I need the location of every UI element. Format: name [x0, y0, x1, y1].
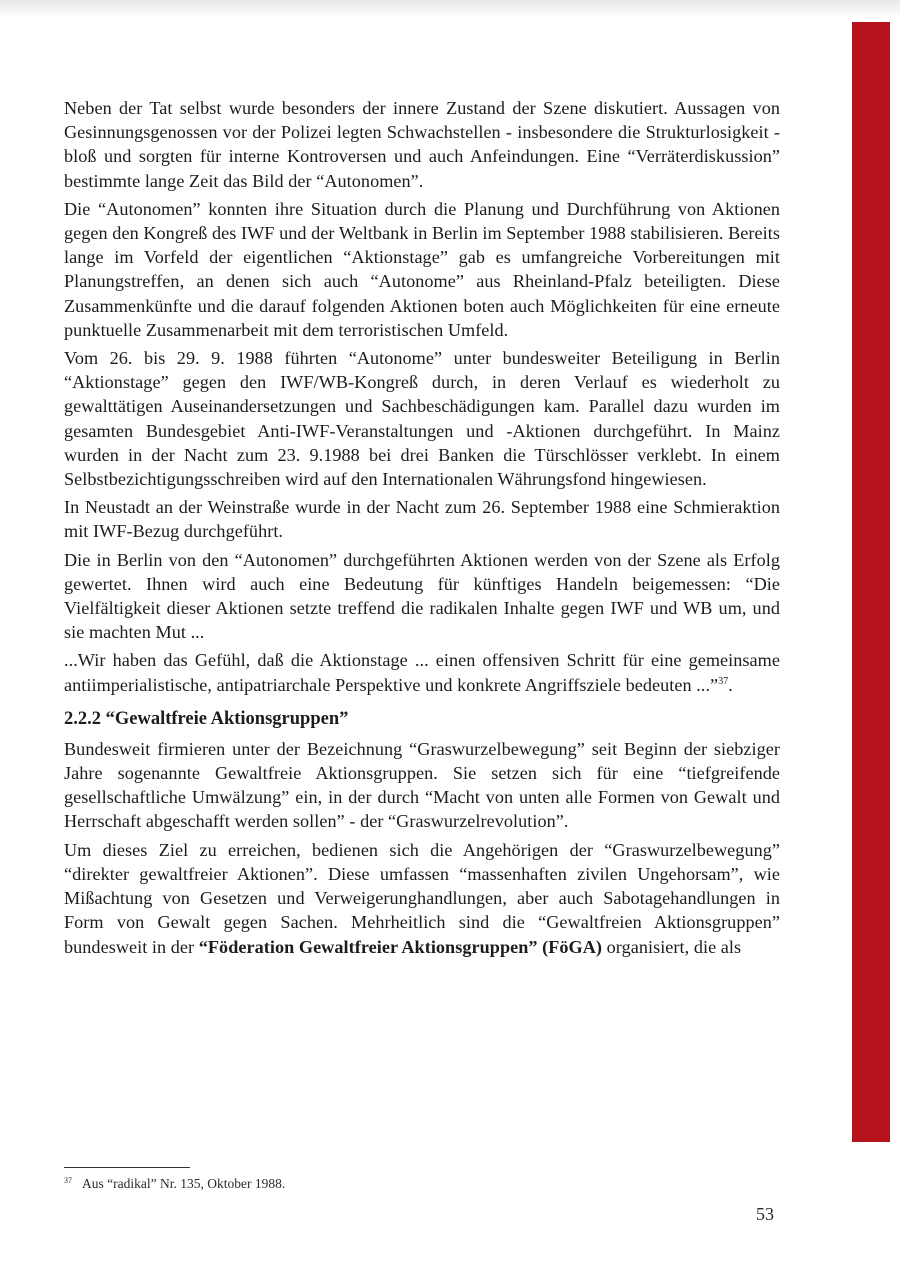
footnote	[64, 1175, 764, 1193]
paragraph-6-text: ...Wir haben das Gefühl, daß die Aktionstage ... einen offensiven Schritt für eine gemeinsame antiimperialistische, antipatriarchale Perspektive und konkrete Angriffsziele bedeuten ...”	[64, 650, 780, 695]
scan-top-shadow	[0, 0, 900, 18]
paragraph-8-end: organisiert, die als	[602, 936, 742, 957]
footnote-divider	[64, 1167, 190, 1168]
paragraph-8-text: Um dieses Ziel zu erreichen, bedienen sich die Angehörigen der “Graswurzelbewegung” “direkter gewaltfreier Aktionen”. Diese umfassen “massenhaften zivilen Ungehorsam”, wie Mißachtung von Gesetzen und Verweigerunghandlungen, aber auch Sabotagehandlungen in Form von Gewalt gegen Sachen. Mehrheitlich sind die “Gewaltfreien Aktionsgruppen” bundesweit in der	[64, 839, 780, 957]
footnote-reference[interactable]: 37	[718, 675, 729, 687]
paragraph-1: Neben der Tat selbst wurde besonders der innere Zustand der Szene diskutiert. Aussagen von Gesinnungsgenossen vor der Polizei legten Schwachstellen - insbesondere die Strukturlosigkeit - bloß und sorgten für interne Kontroversen und auch Anfeindungen. Eine “Verräterdiskussion” bestimmte lange Zeit das Bild der “Autonomen”.	[64, 98, 780, 191]
page-number: 53	[756, 1204, 774, 1224]
paragraph-8-bold: “Föderation Gewaltfreier Aktionsgruppen” (FöGA)	[198, 936, 603, 957]
red-margin-bar	[852, 22, 890, 1142]
paragraph-4: In Neustadt an der Weinstraße wurde in der Nacht zum 26. September 1988 eine Schmieraktion mit IWF-Bezug durchgeführt.	[64, 497, 780, 542]
page-body	[64, 96, 780, 963]
footnote-number: 37	[64, 1175, 72, 1185]
paragraph-7: Bundesweit firmieren unter der Bezeichnung “Graswurzelbewegung” seit Beginn der siebziger Jahre sogenannte Gewaltfreie Aktionsgruppen. Sie setzen sich für eine “tiefgreifende gesellschaftliche Umwälzung” ein, in der durch “Macht von unten alle Formen von Gewalt und Herrschaft abgeschafft werden sollen” - der “Graswurzelrevolution”.	[64, 738, 780, 832]
paragraph-2: Die “Autonomen” konnten ihre Situation durch die Planung und Durchführung von Aktionen gegen den Kongreß des IWF und der Weltbank in Berlin im September 1988 stabilisieren. Bereits lange im Vorfeld der eigentlichen “Aktionstage” gab es umfangreiche Vorbereitungen mit Planungstreffen, an denen sich auch “Autonome” aus Rheinland-Pfalz beteiligten. Diese Zusammenkünfte und die darauf folgenden Aktionen boten auch Möglichkeiten für eine erneute punktuelle Zusammenarbeit mit dem terroristischen Umfeld.	[64, 198, 780, 340]
paragraph-6	[64, 648, 780, 696]
paragraph-5: Die in Berlin von den “Autonomen” durchgeführten Aktionen werden von der Szene als Erfolg gewertet. Ihnen wird auch eine Bedeutung für künftiges Handeln beigemessen: “Die Vielfältigkeit dieser Aktionen setzte treffend die radikalen Inhalte gegen IWF und WB um, und sie machten Mut ...	[64, 549, 780, 643]
footnote-text: Aus “radikal” Nr. 135, Oktober 1988.	[82, 1176, 286, 1191]
section-heading: 2.2.2 “Gewaltfreie Aktionsgruppen”	[64, 708, 349, 729]
paragraph-3: Vom 26. bis 29. 9. 1988 führten “Autonome” unter bundesweiter Beteiligung in Berlin “Aktionstage” gegen den IWF/WB-Kongreß durch, in deren Verlauf es wiederholt zu gewalttätigen Auseinandersetzungen und Sachbeschädigungen kam. Parallel dazu wurden im gesamten Bundesgebiet Anti-IWF-Veranstaltungen und -Aktionen durchgeführt. In Mainz wurden in der Nacht zum 23. 9.1988 bei drei Banken die Türschlösser verklebt. In einem Selbstbezichtigungsschreiben wird auf den Internationalen Währungsfond hingewiesen.	[64, 348, 780, 490]
paragraph-8	[64, 838, 780, 959]
paragraph-6-end: .	[728, 674, 733, 695]
